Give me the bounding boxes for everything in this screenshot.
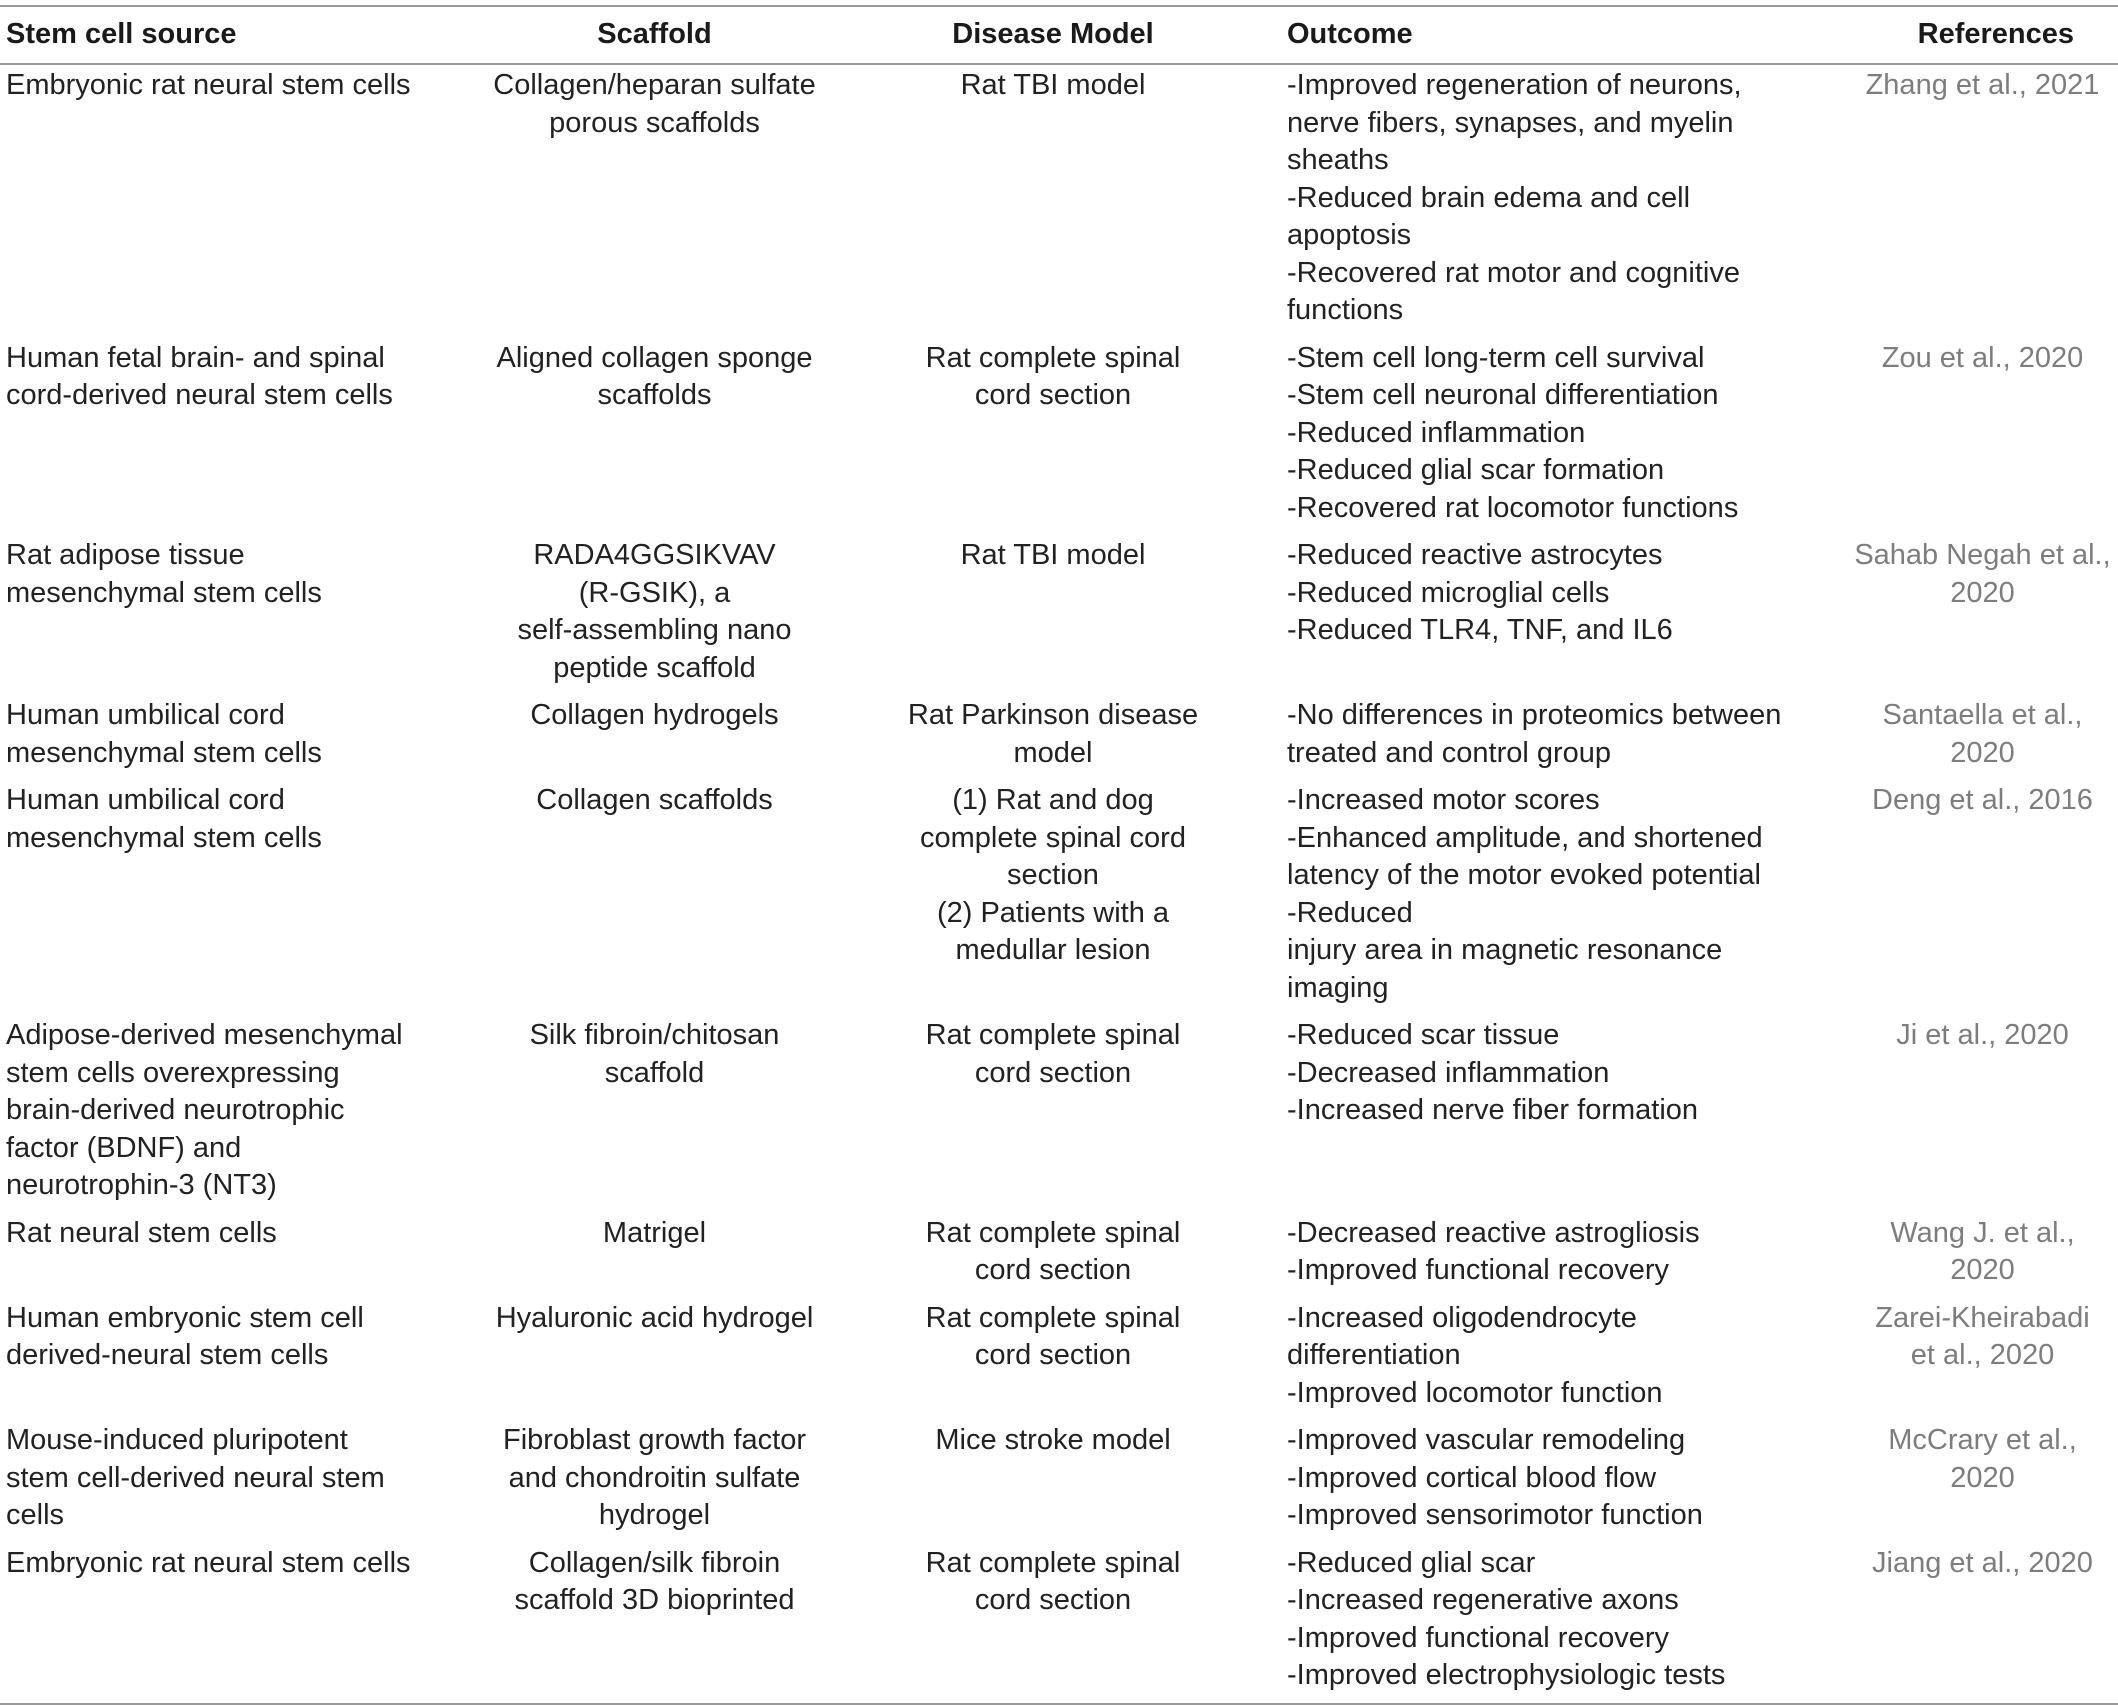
cell-stem-cell-source: Embryonic rat neural stem cells xyxy=(6,69,411,101)
cell-outcome: -Increased oligodendrocyte differentiation -Improved locomotor function xyxy=(1287,1301,1663,1409)
header-stem-cell-source: Stem cell source xyxy=(6,18,237,51)
cell-reference-link[interactable]: Zhang et al., 2021 xyxy=(1865,69,2100,101)
table-header xyxy=(0,6,2118,64)
cell-scaffold: Silk fibroin/chitosan scaffold xyxy=(529,1019,780,1089)
cell-reference-link[interactable]: Zarei-Kheirabadi et al., 2020 xyxy=(1875,1301,2090,1371)
cell-disease-model: Rat TBI model xyxy=(960,69,1146,101)
table-row xyxy=(0,780,2118,1015)
cell-disease-model: Rat complete spinal cord section xyxy=(925,1546,1181,1616)
header-row xyxy=(0,6,2118,64)
cell-scaffold: Hyaluronic acid hydrogel xyxy=(495,1301,814,1334)
cell-reference-link[interactable]: Ji et al., 2020 xyxy=(1896,1019,2069,1051)
cell-outcome: -Improved vascular remodeling -Improved cortical blood flow -Improved sensorimotor function xyxy=(1287,1424,1703,1531)
table-row xyxy=(0,1298,2118,1421)
cell-scaffold: Collagen hydrogels xyxy=(530,699,779,731)
cell-outcome: -Reduced scar tissue -Decreased inflammation -Increased nerve fiber formation xyxy=(1287,1019,1699,1126)
cell-outcome: -Stem cell long-term cell survival -Stem cell neuronal differentiation -Reduced inflammation -Reduced glial scar formation -Recovered rat locomotor functions xyxy=(1287,341,1739,524)
cell-disease-model: Rat complete spinal cord section xyxy=(925,341,1181,411)
cell-stem-cell-source: Human fetal brain- and spinal cord-derived neural stem cells xyxy=(6,341,393,411)
cell-reference-link[interactable]: Jiang et al., 2020 xyxy=(1872,1546,2093,1579)
header-references: References xyxy=(1917,18,2074,51)
stem-cell-scaffold-table xyxy=(0,5,2118,1705)
cell-scaffold: Collagen/silk fibroin scaffold 3D bioprinted xyxy=(514,1546,795,1616)
cell-stem-cell-source: Adipose-derived mesenchymal stem cells overexpressing brain-derived neurotrophic factor (BDNF) and neurotrophin-3 (NT3) xyxy=(6,1019,403,1201)
cell-scaffold: Collagen scaffolds xyxy=(536,784,773,816)
cell-stem-cell-source: Human umbilical cord mesenchymal stem cells xyxy=(6,699,322,769)
cell-reference-link[interactable]: Wang J. et al., 2020 xyxy=(1890,1216,2075,1286)
header-disease-model: Disease Model xyxy=(952,18,1154,51)
table-row xyxy=(0,64,2118,338)
cell-disease-model: Rat complete spinal cord section xyxy=(925,1019,1181,1089)
cell-reference-link[interactable]: Deng et al., 2016 xyxy=(1872,784,2093,816)
cell-outcome: -Improved regeneration of neurons, nerve fibers, synapses, and myelin sheaths -Reduced brain edema and cell apoptosis -Recovered rat motor and cognitive functions xyxy=(1287,69,1742,326)
table-row xyxy=(0,1420,2118,1543)
table-body xyxy=(0,64,2118,1704)
cell-disease-model: Mice stroke model xyxy=(935,1424,1171,1456)
cell-stem-cell-source: Rat adipose tissue mesenchymal stem cells xyxy=(6,539,322,609)
cell-disease-model: Rat complete spinal cord section xyxy=(925,1216,1181,1286)
table-row xyxy=(0,1015,2118,1213)
cell-outcome: -Increased motor scores -Enhanced amplitude, and shortened latency of the motor evoked potential -Reduced injury area in magnetic resonance imaging xyxy=(1287,784,1763,1004)
table-row xyxy=(0,338,2118,536)
cell-outcome: -Reduced reactive astrocytes -Reduced microglial cells -Reduced TLR4, TNF, and IL6 xyxy=(1287,539,1673,646)
cell-scaffold: Collagen/heparan sulfate porous scaffolds xyxy=(493,69,816,139)
cell-disease-model: Rat TBI model xyxy=(960,539,1146,571)
table-row xyxy=(0,535,2118,695)
cell-stem-cell-source: Mouse-induced pluripotent stem cell-derived neural stem cells xyxy=(6,1424,385,1531)
table-row xyxy=(0,695,2118,780)
cell-reference-link[interactable]: Sahab Negah et al., 2020 xyxy=(1854,539,2111,609)
cell-reference-link[interactable]: Santaella et al., 2020 xyxy=(1882,699,2083,769)
cell-scaffold: RADA4GGSIKVAV (R-GSIK), a self-assembling nano peptide scaffold xyxy=(517,539,792,684)
cell-stem-cell-source: Embryonic rat neural stem cells xyxy=(6,1546,411,1579)
header-scaffold: Scaffold xyxy=(597,18,712,51)
cell-disease-model: Rat complete spinal cord section xyxy=(925,1301,1181,1371)
cell-reference-link[interactable]: McCrary et al., 2020 xyxy=(1888,1424,2077,1494)
cell-outcome: -Decreased reactive astrogliosis -Improved functional recovery xyxy=(1287,1216,1700,1286)
cell-disease-model: (1) Rat and dog complete spinal cord section (2) Patients with a medullar lesion xyxy=(920,784,1186,966)
stem-cell-scaffold-table-container xyxy=(0,5,2118,1705)
cell-scaffold: Matrigel xyxy=(602,1216,707,1249)
cell-stem-cell-source: Human embryonic stem cell derived-neural stem cells xyxy=(6,1301,364,1371)
cell-outcome: -Reduced glial scar -Increased regenerative axons -Improved functional recovery -Improved electrophysiologic tests xyxy=(1287,1546,1726,1691)
cell-stem-cell-source: Human umbilical cord mesenchymal stem cells xyxy=(6,784,322,854)
cell-outcome: -No differences in proteomics between treated and control group xyxy=(1287,699,1782,769)
cell-reference-link[interactable]: Zou et al., 2020 xyxy=(1881,341,2084,374)
cell-scaffold: Fibroblast growth factor and chondroitin sulfate hydrogel xyxy=(502,1424,806,1531)
cell-scaffold: Aligned collagen sponge scaffolds xyxy=(496,341,813,411)
table-row xyxy=(0,1543,2118,1704)
table-row xyxy=(0,1213,2118,1298)
header-outcome: Outcome xyxy=(1287,18,1413,51)
cell-stem-cell-source: Rat neural stem cells xyxy=(6,1216,277,1249)
cell-disease-model: Rat Parkinson disease model xyxy=(907,699,1199,769)
